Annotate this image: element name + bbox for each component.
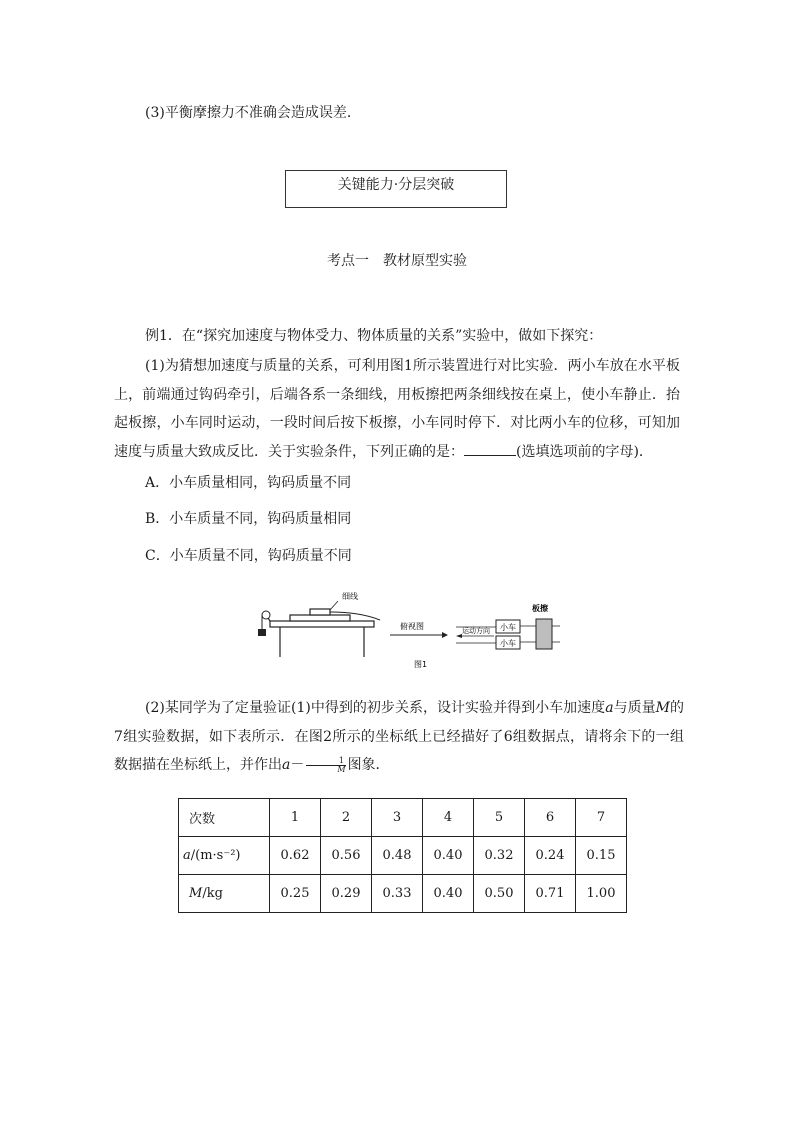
- header-cell: 次数: [179, 799, 270, 837]
- var-a-2: a: [282, 757, 291, 773]
- part2-text-a: (2)某同学为了定量验证(1)中得到的初步关系，设计实验并得到小车加速度: [145, 700, 606, 716]
- table-row-a: [179, 837, 627, 875]
- trial-cell: 5: [474, 799, 525, 837]
- a-value-cell: 0.40: [423, 837, 474, 875]
- frac-numerator: 1: [306, 757, 345, 766]
- direction-arrow-icon: [456, 634, 462, 638]
- option-b: B．小车质量不同，钩码质量相同: [145, 511, 352, 527]
- section-box-label: 关键能力·分层突破: [337, 177, 455, 193]
- weight-icon: [258, 629, 266, 636]
- m-value-cell: 0.40: [423, 875, 474, 913]
- a-value-cell: 0.32: [474, 837, 525, 875]
- var-a: a: [605, 700, 614, 716]
- example-intro: 例1．在“探究加速度与物体受力、物体质量的关系”实验中，做如下探究：: [145, 328, 603, 344]
- row-m-var: M: [189, 886, 203, 901]
- dash: －: [290, 757, 305, 773]
- a-value-cell: 0.56: [321, 837, 372, 875]
- trial-cell: 6: [525, 799, 576, 837]
- part2-text-d: 图象．: [347, 757, 390, 773]
- trial-cell: 4: [423, 799, 474, 837]
- row-a-var: a: [183, 848, 191, 863]
- fraction-1-over-m: [306, 757, 345, 774]
- part1-paragraph: [114, 352, 680, 466]
- row-m-unit: /kg: [202, 886, 223, 901]
- trial-cell: 2: [321, 799, 372, 837]
- row-label-m: [179, 875, 270, 913]
- label-car-1: 小车: [500, 623, 516, 632]
- a-value-cell: 0.48: [372, 837, 423, 875]
- label-car-2: 小车: [500, 639, 516, 648]
- part2-text-c: 的7组实验数据，如下表所示．在图2所示的坐标纸上已经描好了6组数据点，请将余下的一组数据描在坐标纸上，并作出: [114, 700, 685, 773]
- row-label-a: [179, 837, 270, 875]
- m-value-cell: 0.50: [474, 875, 525, 913]
- a-value-cell: 0.62: [270, 837, 321, 875]
- m-value-cell: 0.71: [525, 875, 576, 913]
- row-a-unit: /(m·s⁻²): [190, 848, 241, 863]
- part2-text-b: 与质量: [613, 700, 656, 716]
- option-a: A．小车质量相同，钩码质量不同: [145, 475, 352, 491]
- trial-cell: 7: [576, 799, 627, 837]
- option-c: C．小车质量不同，钩码质量不同: [145, 548, 352, 564]
- frac-denominator: M: [337, 764, 346, 774]
- figure-1-caption: 图1: [414, 660, 428, 669]
- part2-paragraph: [114, 694, 684, 780]
- trial-cell: 3: [372, 799, 423, 837]
- part1-tail: (选填选项前的字母)．: [516, 443, 653, 460]
- data-table: [178, 798, 627, 913]
- a-value-cell: 0.15: [576, 837, 627, 875]
- eraser-icon: [536, 619, 552, 649]
- table-drawing: [266, 609, 374, 657]
- a-value-cell: 0.24: [525, 837, 576, 875]
- pulley-icon: [262, 611, 270, 619]
- m-value-cell: 0.25: [270, 875, 321, 913]
- label-eraser: 板擦: [532, 604, 548, 613]
- answer-blank[interactable]: [464, 441, 516, 456]
- figure-1: [250, 585, 570, 675]
- m-value-cell: 1.00: [576, 875, 627, 913]
- part1-text: (1)为猜想加速度与质量的关系，可利用图1所示装置进行对比实验．两小车放在水平板上，前端通过钩码牵引，后端各系一条细线，用板擦把两条细线按在桌上，使小车静止．抬起板擦，小车同时运动，一段时间后按下板擦，小车同时停下．对比两小车的位移，可知加速度与质量大致成反比．关于实验条件，下列正确的是：: [114, 358, 680, 460]
- label-direction: 运动方向: [462, 627, 490, 635]
- label-string: 细线: [342, 592, 358, 601]
- m-value-cell: 0.29: [321, 875, 372, 913]
- section-box: [285, 170, 507, 208]
- table-row-m: [179, 875, 627, 913]
- m-value-cell: 0.33: [372, 875, 423, 913]
- trial-cell: 1: [270, 799, 321, 837]
- var-m: M: [655, 700, 670, 716]
- note-3: (3)平衡摩擦力不准确会造成误差．: [145, 105, 361, 121]
- label-top-view: 俯视图: [400, 622, 424, 631]
- table-row-trials: [179, 799, 627, 837]
- subheading: 考点一 教材原型实验: [327, 253, 467, 269]
